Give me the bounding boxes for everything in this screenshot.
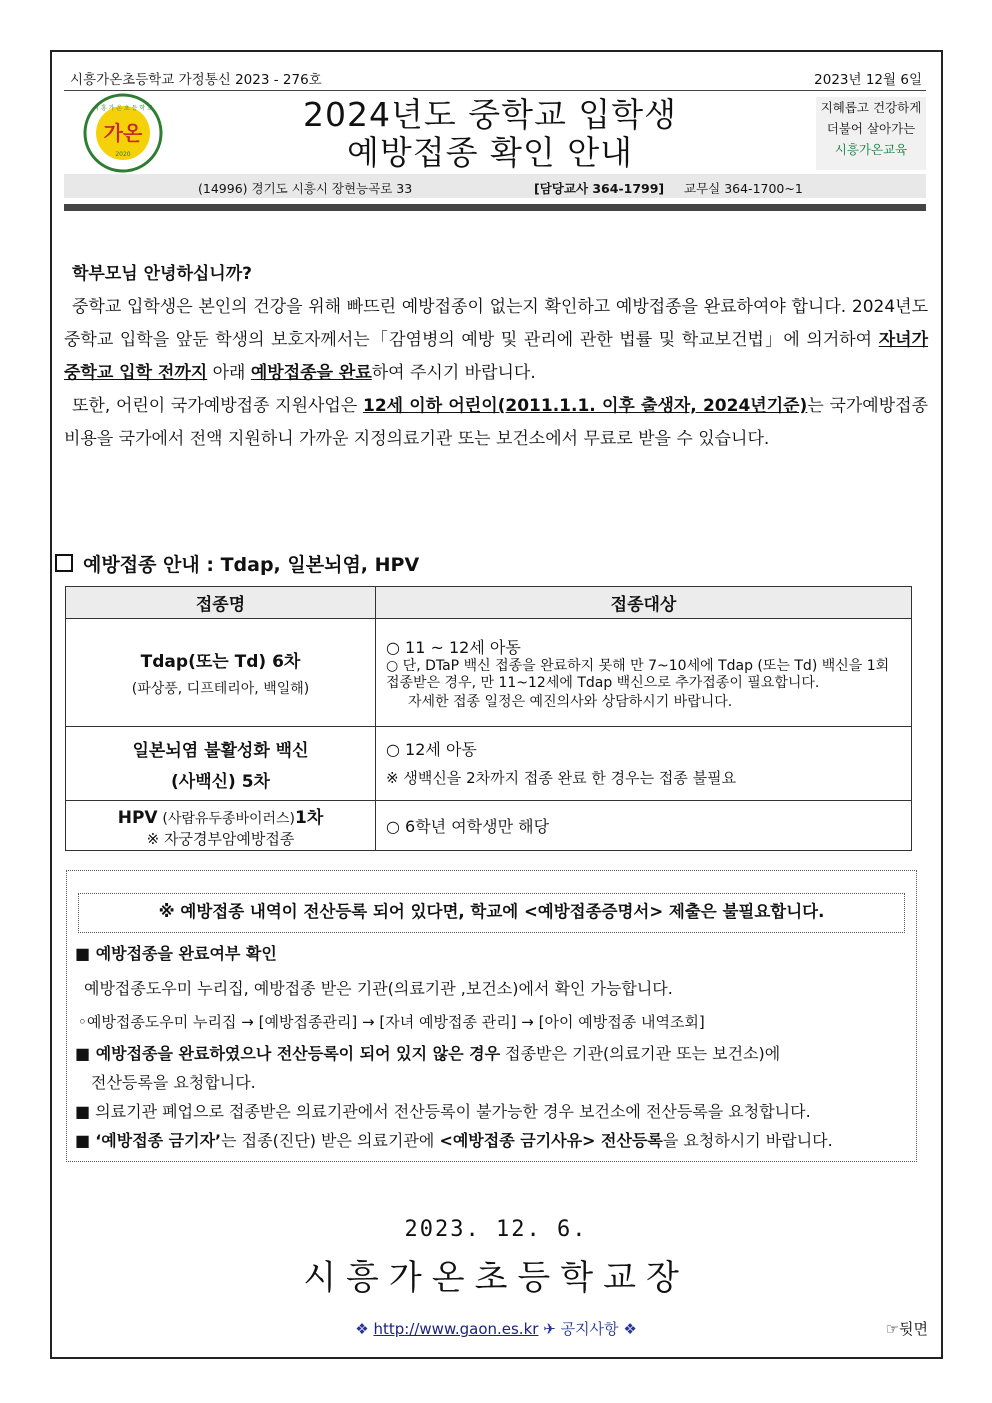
p1-text-b: 아래 — [207, 363, 251, 383]
p1-text-c: 하여 주시기 바랍니다. — [371, 363, 536, 383]
greeting: 학부모님 안녕하십니까? — [72, 264, 252, 284]
title-line-2: 예방접종 확인 안내 — [346, 133, 633, 172]
notice-bold: ■ 예방접종을 완료하였으나 전산등록이 되어 있지 않은 경우 — [75, 1044, 501, 1063]
intro-text — [64, 258, 928, 456]
title-line-1: 2024년도 중학교 입학생 — [303, 95, 677, 134]
vaccine-cell — [66, 727, 376, 801]
table-header-row — [66, 587, 912, 619]
diamond-icon: ❖ — [355, 1320, 369, 1338]
header-divider — [64, 90, 926, 91]
intro-paragraph-2 — [64, 390, 928, 456]
page-title — [240, 96, 740, 172]
school-slogan — [816, 97, 926, 170]
target-line: ○ 11 ~ 12세 아동 — [386, 637, 521, 657]
notice-bullet: ■ — [75, 1131, 96, 1150]
closing-date: 2023. 12. 6. — [404, 1217, 588, 1242]
target-cell — [376, 619, 912, 727]
checkbox-square-icon — [55, 554, 73, 572]
notice-text: 접종받은 기관(의료기관 또는 보건소)에 — [500, 1044, 781, 1063]
slogan-line-2: 더불어 살아가는 — [826, 121, 916, 136]
office-contact: 교무실 364-1700~1 — [684, 181, 803, 196]
col-header-target: 접종대상 — [376, 587, 912, 619]
header-top — [64, 64, 926, 88]
p2-underline: 12세 이하 어린이(2011.1.1. 이후 출생자, 2024년기준) — [362, 396, 808, 416]
col-header-vaccine: 접종명 — [66, 587, 376, 619]
target-cell — [376, 801, 912, 851]
slogan-line-1: 지혜롭고 건강하게 — [820, 100, 922, 115]
vaccination-table — [65, 586, 912, 851]
intro-paragraph-1 — [64, 291, 928, 390]
logo-ring-text: 시 흥 가 온 초 등 학 교 — [93, 105, 153, 112]
vaccine-name: HPV — [117, 807, 158, 828]
issue-date: 2023년 12월 6일 — [814, 72, 922, 88]
notice-item-title: ■ 예방접종을 완료여부 확인 — [75, 944, 277, 963]
diamond-icon: ❖ — [623, 1320, 637, 1338]
footer — [0, 1318, 992, 1339]
vaccine-sub: ※ 자궁경부암예방접종 — [146, 829, 295, 848]
vaccine-sub: (파상풍, 디프테리아, 백일해) — [131, 681, 310, 697]
p2-text-b: 는 국가예방접종비용을 국가에서 전액 지원하니 가까운 지정의료기관 또는 보건소에서 무료로 받을 수 있습니다. — [64, 396, 928, 449]
section-title — [55, 550, 419, 577]
vaccine-dose: 1차 — [295, 807, 324, 828]
notice-item — [75, 1041, 925, 1064]
target-line: ○ 단, DTaP 백신 접종을 완료하지 못해 만 7~10세에 Tdap (또는 Td) 백신을 1회 접종받은 경우, 만 11~12세에 Tdap 백신으로 추가접종이 필요합니다. — [386, 657, 890, 691]
school-logo — [83, 93, 163, 173]
header-thick-rule — [64, 204, 926, 211]
p1-underline-2: 예방접종을 완료 — [250, 363, 372, 383]
logo-text: 가온 — [103, 121, 143, 145]
vaccine-cell — [66, 801, 376, 851]
notice-bold: <예방접종 금기사유> 전산등록 — [439, 1131, 663, 1150]
notice-bold: ‘예방접종 금기자’ — [95, 1131, 222, 1150]
logo-year: 2020 — [115, 151, 131, 158]
school-address: (14996) 경기도 시흥시 장현능곡로 33 — [198, 181, 413, 196]
teacher-contact: [담당교사 364-1799] — [534, 181, 665, 196]
principal-signature: 시흥가온초등학교장 — [303, 1258, 689, 1298]
table-row — [66, 727, 912, 801]
target-line: ○ 6학년 여학생만 해당 — [386, 817, 550, 836]
target-line: ○ 12세 아동 — [386, 739, 477, 759]
target-line: 자세한 접종 일정은 예진의사와 상담하시기 바랍니다. — [408, 693, 733, 710]
vaccine-name-detail: (사람유두종바이러스) — [162, 810, 295, 827]
newsletter-number: 시흥가온초등학교 가정통신 2023 - 276호 — [70, 72, 322, 88]
airplane-icon: ✈ — [543, 1320, 556, 1338]
notice-item-text: 예방접종도우미 누리집, 예방접종 받은 기관(의료기관 ,보건소)에서 확인 가능합니다. — [84, 979, 673, 998]
slogan-line-3: 시흥가온교육 — [834, 142, 908, 157]
p1-underline-1: 자녀가 중학교 입학 전까지 — [64, 330, 928, 383]
notice-board-link[interactable]: 공지사항 — [560, 1320, 619, 1338]
notice-item — [75, 1128, 925, 1151]
vaccine-cell — [66, 619, 376, 727]
vaccine-name: Tdap(또는 Td) 6차 — [140, 652, 301, 672]
table-row — [66, 619, 912, 727]
section-title-text: 예방접종 안내 : Tdap, 일본뇌염, HPV — [83, 554, 420, 576]
notice-item-path: ◦예방접종도우미 누리집 → [예방접종관리] → [자녀 예방접종 관리] → [아이 예방접종 내역조회] — [78, 1013, 705, 1031]
school-website-link[interactable]: http://www.gaon.es.kr — [373, 1320, 539, 1338]
table-row — [66, 801, 912, 851]
vaccine-name: 일본뇌염 불활성화 백신 — [132, 740, 309, 761]
p1-text-a: 중학교 입학생은 본인의 건강을 위해 빠뜨린 예방접종이 없는지 확인하고 예방접종을 완료하여야 합니다. 2024년도 중학교 입학을 앞둔 학생의 보호자께서는「감염병의 예방 및 관리에 관한 법률 및 학교보건법」에 의거하여 — [64, 297, 928, 350]
notice-text: 을 요청하시기 바랍니다. — [662, 1131, 833, 1150]
p2-text-a: 또한, 어린이 국가예방접종 지원사업은 — [72, 396, 363, 416]
notice-highlight: ※ 예방접종 내역이 전산등록 되어 있다면, 학교에 <예방접종증명서> 제출은 불필요합니다. — [78, 893, 905, 933]
target-cell — [376, 727, 912, 801]
turn-page-indicator: ☞뒷면 — [885, 1320, 928, 1338]
vaccine-sub: (사백신) 5차 — [171, 771, 270, 792]
notice-text: 는 접종(진단) 받은 의료기관에 — [221, 1131, 440, 1150]
notice-item: ■ 의료기관 폐업으로 접종받은 의료기관에서 전산등록이 불가능한 경우 보건소에 전산등록을 요청합니다. — [75, 1102, 811, 1121]
address-bar — [64, 174, 926, 198]
notice-item-cont: 전산등록을 요청합니다. — [91, 1073, 256, 1092]
target-line: ※ 생백신을 2차까지 접종 완료 한 경우는 접종 불필요 — [386, 768, 737, 787]
